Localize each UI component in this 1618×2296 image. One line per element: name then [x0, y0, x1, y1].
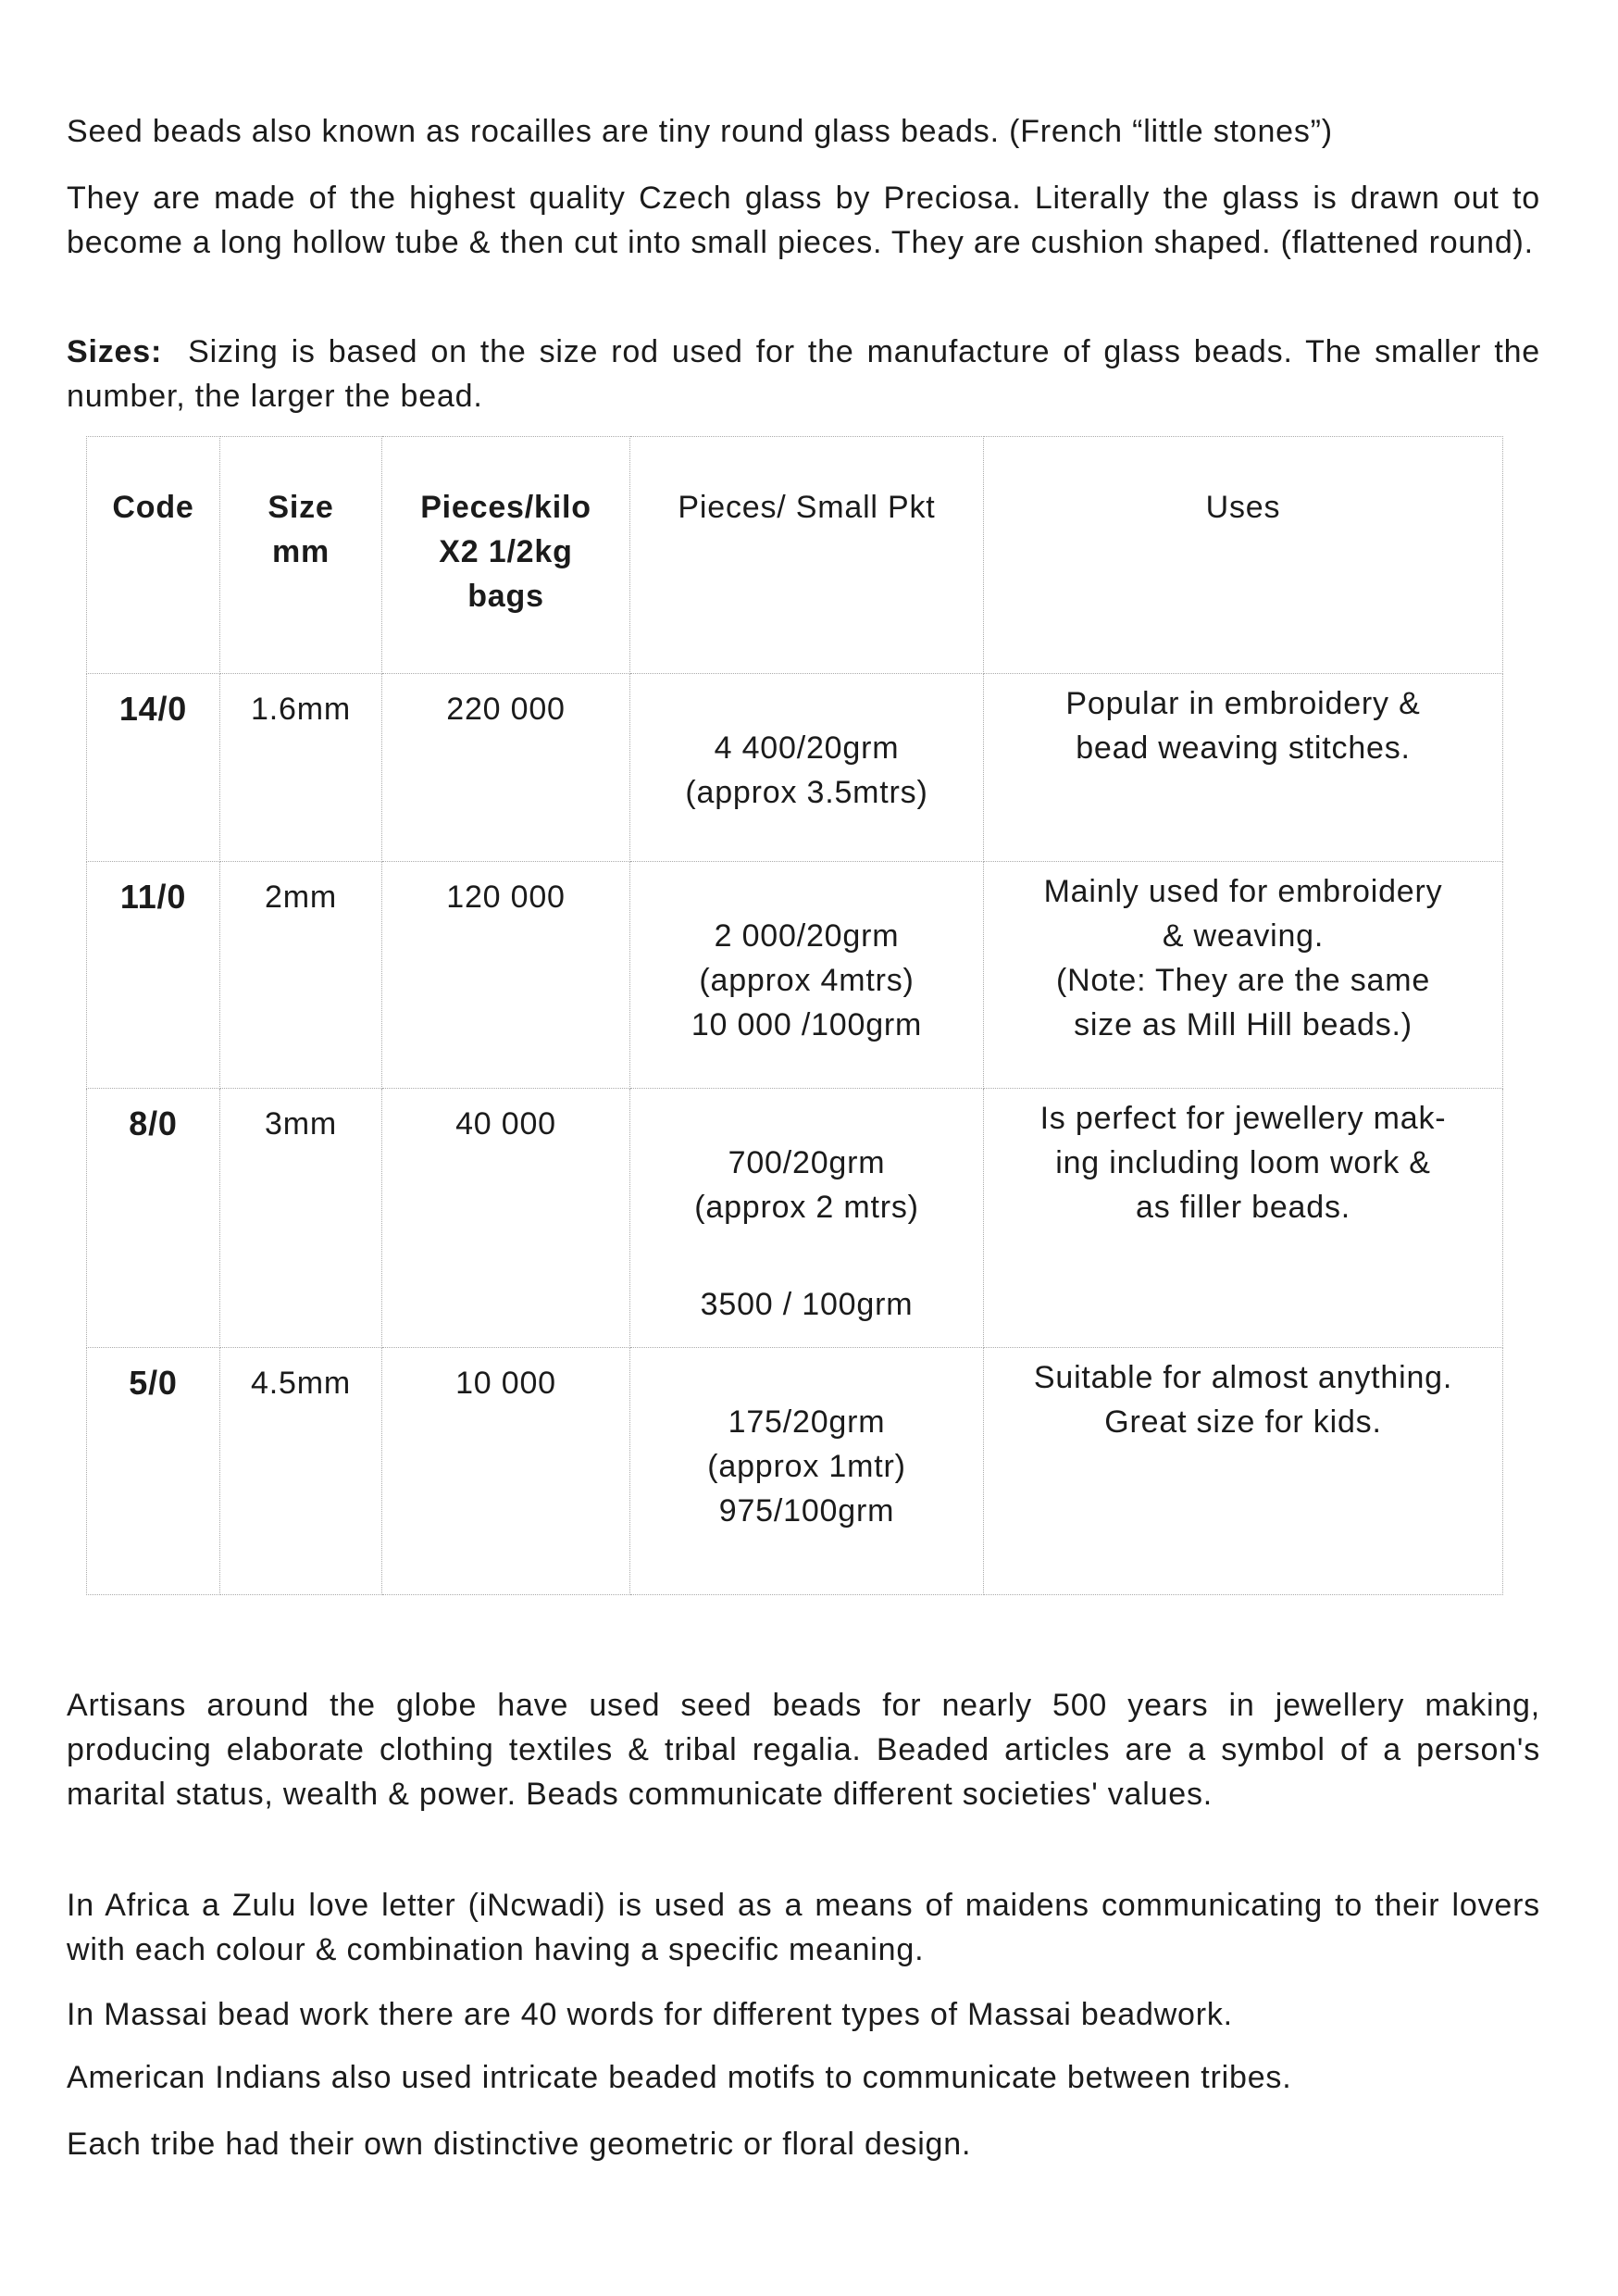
paragraph-sizes: [67, 330, 1540, 418]
paragraph-indians: American Indians also used intricate beaded motifs to communicate between tribes.: [67, 2060, 1292, 2095]
paragraph-made-of: They are made of the highest quality Czech glass by Preciosa. Literally the glass is drawn out to become a long hollow tube & then cut into small pieces. They are cushion shaped. (flattened round).: [67, 181, 1540, 260]
paragraph-africa: In Africa a Zulu love letter (iNcwadi) is used as a means of maidens communicating to their lovers with each colour & combination having a specific meaning.: [67, 1888, 1540, 1967]
cell-small-pkt: 700/20grm (approx 2 mtrs) 3500 / 100grm: [630, 1089, 984, 1348]
cell-small-pkt: 175/20grm (approx 1mtr) 975/100grm: [630, 1348, 984, 1595]
paragraph-tribe: Each tribe had their own distinctive geometric or floral design.: [67, 2127, 972, 2162]
cell-pieces-kilo: 40 000: [382, 1089, 630, 1348]
paragraph-massai: In Massai bead work there are 40 words for different types of Massai beadwork.: [67, 1997, 1233, 2032]
table-header-size: Size mm: [220, 437, 382, 674]
cell-small-pkt: 2 000/20grm (approx 4mtrs) 10 000 /100grm: [630, 862, 984, 1089]
sizes-label: Sizes:: [67, 334, 163, 369]
cell-code: 5/0: [87, 1348, 220, 1595]
sizes-text: Sizing is based on the size rod used for the manufacture of glass beads. The smaller the number, the larger the bead.: [67, 334, 1540, 414]
table-header-row: [87, 437, 1503, 674]
cell-pieces-kilo: 10 000: [382, 1348, 630, 1595]
bead-size-table: [86, 436, 1503, 1595]
table-header-pieces-kilo: Pieces/kilo X2 1/2kg bags: [382, 437, 630, 674]
table-row: [87, 1089, 1503, 1348]
paragraph-artisans: Artisans around the globe have used seed beads for nearly 500 years in jewellery making, producing elaborate clothing textiles & tribal regalia. Beaded articles are a symbol of a person's marital status, wealth & power. Beads communicate different societies' values.: [67, 1688, 1540, 1812]
table-row: [87, 674, 1503, 862]
cell-uses: Popular in embroidery & bead weaving stitches.: [984, 674, 1503, 862]
cell-pieces-kilo: 120 000: [382, 862, 630, 1089]
cell-size: 3mm: [220, 1089, 382, 1348]
cell-size: 2mm: [220, 862, 382, 1089]
cell-size: 4.5mm: [220, 1348, 382, 1595]
cell-small-pkt: 4 400/20grm (approx 3.5mtrs): [630, 674, 984, 862]
table-header-small-pkt: Pieces/ Small Pkt: [630, 437, 984, 674]
cell-code: 8/0: [87, 1089, 220, 1348]
cell-code: 14/0: [87, 674, 220, 862]
table-header-code: Code: [87, 437, 220, 674]
cell-pieces-kilo: 220 000: [382, 674, 630, 862]
paragraph-intro: Seed beads also known as rocailles are tiny round glass beads. (French “little stones”): [67, 114, 1333, 149]
table-header-uses: Uses: [984, 437, 1503, 674]
cell-size: 1.6mm: [220, 674, 382, 862]
cell-uses: Mainly used for embroidery & weaving. (Note: They are the same size as Mill Hill beads.): [984, 862, 1503, 1089]
table-row: [87, 1348, 1503, 1595]
cell-uses: Is perfect for jewellery mak- ing including loom work & as filler beads.: [984, 1089, 1503, 1348]
cell-uses: Suitable for almost anything. Great size for kids.: [984, 1348, 1503, 1595]
table-row: [87, 862, 1503, 1089]
cell-code: 11/0: [87, 862, 220, 1089]
